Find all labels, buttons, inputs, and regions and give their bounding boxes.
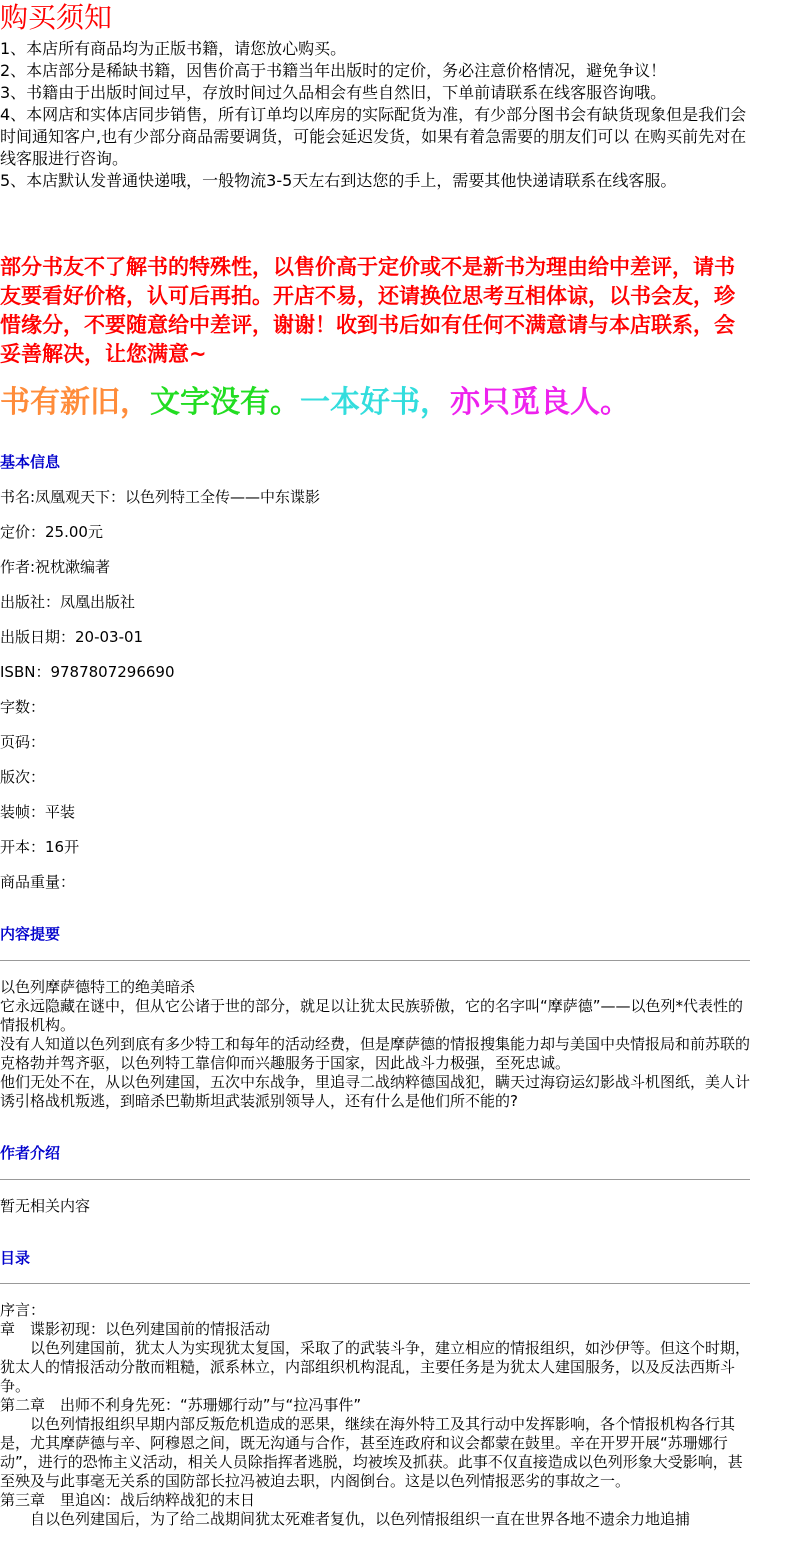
basic-info-heading: 基本信息 (0, 453, 61, 471)
toc-heading: 目录 (0, 1249, 31, 1267)
notice-item: 1、本店所有商品均为正版书籍，请您放心购买。 (0, 39, 347, 58)
info-weight: 商品重量： (0, 873, 76, 891)
divider (0, 1283, 750, 1284)
slogan-part: 文字没有。 (150, 385, 300, 420)
divider (0, 960, 750, 961)
author-heading: 作者介绍 (0, 1144, 61, 1162)
notice-item: 5、本店默认发普通快递哦，一般物流3-5天左右到达您的手上，需要其他快递请联系在线客服。 (0, 171, 677, 190)
review-warning: 部分书友不了解书的特殊性，以售价高于定价或不是新书为理由给中差评，请书友要看好价格，认可后再拍。开店不易，还请换位思考互相体谅，以书会友，珍惜缘分，不要随意给中差评，谢谢！收到书后如有任何不满意请与本店联系，会妥善解决，让您满意~ (0, 255, 735, 366)
info-price: 定价：25.00元 (0, 523, 103, 541)
author-text: 暂无相关内容 (0, 1197, 91, 1215)
summary-paragraph: 它永远隐藏在谜中，但从它公诸于世的部分，就足以让犹太民族骄傲，它的名字叫“摩萨德”——以色列*代表性的情报机构。 (0, 997, 744, 1034)
toc-chapter-desc: 以色列建国前，犹太人为实现犹太复国，采取了的武装斗争，建立相应的情报组织，如沙伊等。但这个时期，犹太人的情报活动分散而粗糙，派系林立，内部组织机构混乱，主要任务是为犹太人建国服务，以及反法西斯斗争。 (0, 1339, 751, 1395)
summary-paragraph: 他们无处不在，从以色列建国，五次中东战争，里追寻二战纳粹德国战犯，瞒天过海窃运幻影战斗机图纸，美人计诱引格战机叛逃，到暗杀巴勒斯坦武装派别领导人，还有什么是他们所不能的? (0, 1073, 751, 1110)
slogan-part: 亦只觅良人。 (450, 385, 630, 420)
notice-list (0, 38, 760, 192)
notice-title: 购买须知 (0, 1, 113, 34)
info-binding: 装帧：平装 (0, 803, 76, 821)
slogan-part: 书有新旧， (0, 385, 150, 420)
info-edition: 版次： (0, 768, 46, 786)
notice-item: 4、本网店和实体店同步销售，所有订单均以库房的实际配货为准，有少部分图书会有缺货现象但是我们会时间通知客户,也有少部分商品需要调货，可能会延迟发货，如果有着急需要的朋友们可以 在购买前先对在线客服进行咨询。 (0, 105, 747, 168)
info-format: 开本：16开 (0, 838, 80, 856)
info-pub-date: 出版日期：20-03-01 (0, 628, 144, 646)
info-isbn: ISBN：9787807296690 (0, 663, 175, 681)
summary-text (0, 978, 750, 1111)
summary-heading: 内容提要 (0, 925, 61, 943)
info-author: 作者:祝枕漱编著 (0, 558, 111, 576)
toc-chapter: 章 谍影初现：以色列建国前的情报活动 (0, 1320, 271, 1338)
toc-chapter: 第二章 出师不利身先死：“苏珊娜行动”与“拉冯事件” (0, 1396, 362, 1414)
toc-chapter: 第三章 里追凶：战后纳粹战犯的末日 (0, 1491, 256, 1509)
toc-chapter-desc: 自以色列建国后，为了给二战期间犹太死难者复仇，以色列情报组织一直在世界各地不遗余力地追捕 (30, 1510, 691, 1528)
summary-paragraph: 没有人知道以色列到底有多少特工和每年的活动经费，但是摩萨德的情报搜集能力却与美国中央情报局和前苏联的克格勃并驾齐驱，以色列特工靠信仰而兴趣服务于国家，因此战斗力极强，至死忠诚。 (0, 1035, 751, 1072)
summary-paragraph: 以色列摩萨德特工的绝美暗杀 (0, 978, 196, 996)
toc-text (0, 1301, 750, 1529)
slogan-part: 一本好书， (300, 385, 450, 420)
info-word-count: 字数： (0, 698, 46, 716)
info-pages: 页码： (0, 733, 46, 751)
notice-item: 3、书籍由于出版时间过早，存放时间过久品相会有些自然旧，下单前请联系在线客服咨询哦。 (0, 83, 667, 102)
divider (0, 1179, 750, 1180)
info-publisher: 出版社：凤凰出版社 (0, 593, 136, 611)
toc-line: 序言： (0, 1301, 46, 1319)
toc-chapter-desc: 以色列情报组织早期内部反叛危机造成的恶果，继续在海外特工及其行动中发挥影响，各个情报机构各行其是，尤其摩萨德与辛、阿穆恩之间，既无沟通与合作，甚至连政府和议会都蒙在鼓里。辛在开罗开展“苏珊娜行动”，进行的恐怖主义活动，相关人员除指挥者逃脱，均被埃及抓获。此事不仅直接造成以色列形象大受影响，甚至殃及与此事毫无关系的国防部长拉冯被迫去职，内阁倒台。这是以色列情报恶劣的事故之一。 (0, 1415, 743, 1490)
slogan (0, 384, 630, 422)
notice-item: 2、本店部分是稀缺书籍，因售价高于书籍当年出版时的定价，务必注意价格情况，避免争议！ (0, 61, 667, 80)
info-title: 书名:凤凰观天下：以色列特工全传——中东谍影 (0, 488, 321, 506)
